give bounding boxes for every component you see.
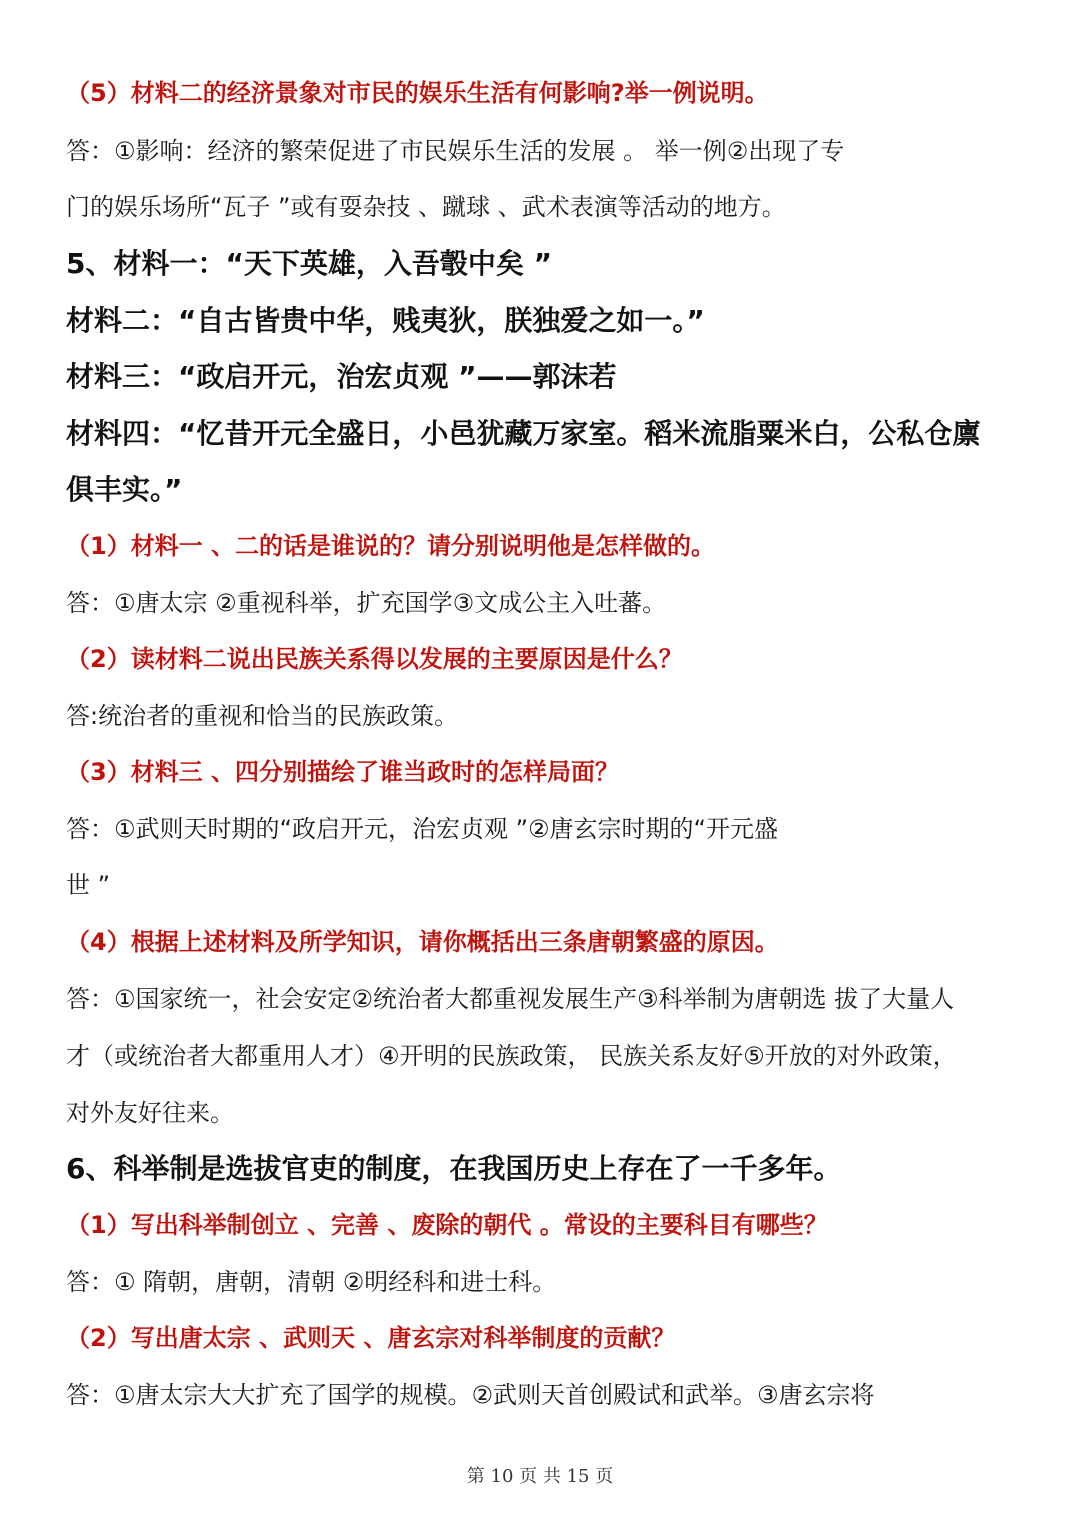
answer-line: 门的娱乐场所“瓦子 ”或有耍杂技 、蹴球 、武术表演等活动的地方。 bbox=[66, 193, 786, 221]
answer-line: 答：①国家统一，社会安定②统治者大都重视发展生产③科举制为唐朝选 拔了大量人 bbox=[66, 985, 955, 1013]
answer-line: 答:统治者的重视和恰当的民族政策。 bbox=[66, 702, 459, 730]
answer-line: 对外友好往来。 bbox=[66, 1099, 234, 1127]
question-line: （2）读材料二说出民族关系得以发展的主要原因是什么？ bbox=[66, 645, 683, 673]
answer-line: 答：① 隋朝，唐朝，清朝 ②明经科和进士科。 bbox=[66, 1268, 557, 1296]
heading-line: 材料四：“忆昔开元全盛日，小邑犹藏万家室。稻米流脂粟米白，公私仓廪 bbox=[66, 417, 981, 450]
question-line: （2）写出唐太宗 、武则天 、唐玄宗对科举制度的贡献？ bbox=[66, 1324, 676, 1352]
answer-line: 世 ” bbox=[66, 871, 111, 899]
page-footer: 第 10 页 共 15 页 bbox=[466, 1466, 614, 1487]
heading-line: 材料三：“政启开元，治宏贞观 ”——郭沫若 bbox=[66, 360, 617, 393]
answer-line: 答：①影响：经济的繁荣促进了市民娱乐生活的发展 。 举一例②出现了专 bbox=[66, 137, 845, 165]
answer-line: 答：①唐太宗大大扩充了国学的规模。②武则天首创殿试和武举。③唐玄宗将 bbox=[66, 1381, 875, 1409]
answer-line: 答：①唐太宗 ②重视科举，扩充国学③文成公主入吐蕃。 bbox=[66, 589, 667, 617]
question-line: （4）根据上述材料及所学知识，请你概括出三条唐朝繁盛的原因。 bbox=[66, 928, 779, 956]
question-line: （5）材料二的经济景象对市民的娱乐生活有何影响?举一例说明。 bbox=[66, 79, 769, 107]
question-line: （1）材料一 、二的话是谁说的？请分别说明他是怎样做的。 bbox=[66, 532, 716, 560]
heading-line: 6、科举制是选拔官吏的制度，在我国历史上存在了一千多年。 bbox=[66, 1152, 842, 1185]
heading-line: 5、材料一：“天下英雄，入吾彀中矣 ” bbox=[66, 247, 553, 280]
heading-line: 俱丰实。” bbox=[66, 473, 183, 506]
question-line: （1）写出科举制创立 、完善 、废除的朝代 。常设的主要科目有哪些？ bbox=[66, 1211, 828, 1239]
answer-line: 答：①武则天时期的“政启开元，治宏贞观 ”②唐玄宗时期的“开元盛 bbox=[66, 815, 778, 843]
question-line: （3）材料三 、四分别描绘了谁当政时的怎样局面？ bbox=[66, 758, 620, 786]
answer-line: 才（或统治者大都重用人才）④开明的民族政策， 民族关系友好⑤开放的对外政策， bbox=[66, 1042, 957, 1070]
heading-line: 材料二：“自古皆贵中华，贱夷狄，朕独爱之如一。” bbox=[66, 304, 705, 337]
